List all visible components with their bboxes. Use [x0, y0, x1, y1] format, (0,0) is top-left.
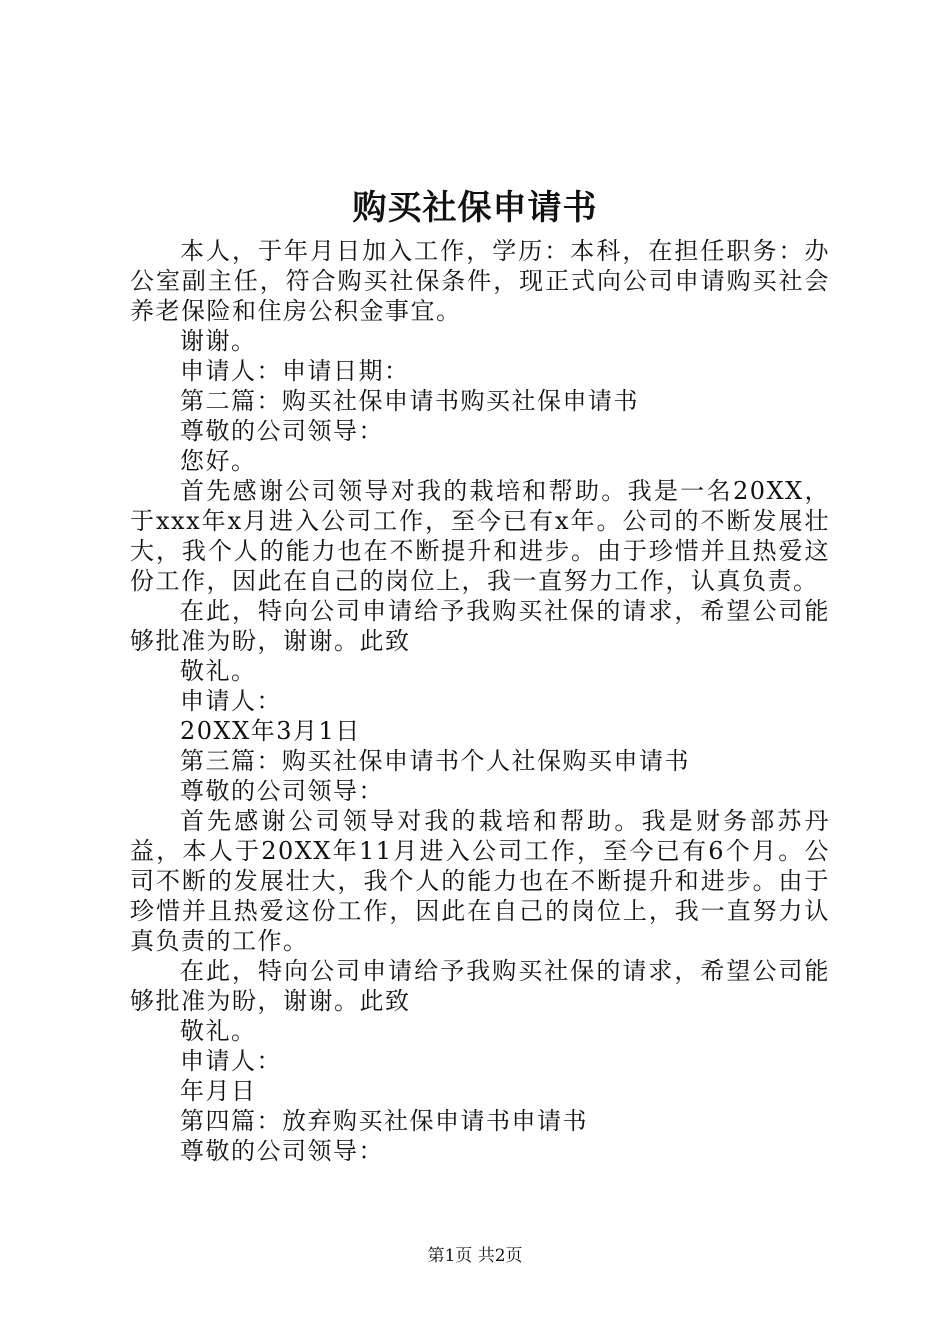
document-title: 购买社保申请书 [352, 188, 598, 228]
section-heading-2: 第二篇：购买社保申请书购买社保申请书 [180, 387, 639, 415]
document-body [130, 236, 830, 1166]
paragraph-applicant-date: 申请人：申请日期： [180, 357, 410, 385]
paragraph-body: 首先感谢公司领导对我的栽培和帮助。我是一名20XX，于xxx年x月进入公司工作，至今已有x年。公司的不断发展壮大，我个人的能力也在不断提升和进步。由于珍惜并且热爱这份工作，因此在自己的岗位上，我一直努力工作，认真负责。 [130, 477, 830, 595]
paragraph-request: 在此，特向公司申请给予我购买社保的请求，希望公司能够批准为盼，谢谢。此致 [130, 597, 830, 655]
paragraph-greeting: 您好。 [180, 447, 257, 475]
paragraph-thanks: 谢谢。 [180, 327, 257, 355]
section-heading-3: 第三篇：购买社保申请书个人社保购买申请书 [180, 747, 690, 775]
paragraph-applicant: 申请人： [180, 687, 282, 715]
paragraph-applicant: 申请人： [180, 1047, 282, 1075]
page-footer: 第1页 共2页 [427, 1246, 523, 1266]
paragraph-salutation: 尊敬的公司领导： [180, 777, 384, 805]
paragraph-intro: 本人，于年月日加入工作，学历：本科，在担任职务：办公室副主任，符合购买社保条件，现正式向公司申请购买社会养老保险和住房公积金事宜。 [130, 237, 830, 325]
paragraph-regards: 敬礼。 [180, 1017, 257, 1045]
paragraph-request: 在此，特向公司申请给予我购买社保的请求，希望公司能够批准为盼，谢谢。此致 [130, 957, 830, 1015]
paragraph-body: 首先感谢公司领导对我的栽培和帮助。我是财务部苏丹益，本人于20XX年11月进入公司工作，至今已有6个月。公司不断的发展壮大，我个人的能力也在不断提升和进步。由于珍惜并且热爱这份工作，因此在自己的岗位上，我一直努力认真负责的工作。 [130, 807, 830, 955]
section-heading-4: 第四篇：放弃购买社保申请书申请书 [180, 1107, 588, 1135]
paragraph-date: 年月日 [180, 1077, 257, 1105]
paragraph-date: 20XX年3月1日 [180, 717, 361, 745]
paragraph-salutation: 尊敬的公司领导： [180, 417, 384, 445]
paragraph-regards: 敬礼。 [180, 657, 257, 685]
paragraph-salutation: 尊敬的公司领导： [180, 1137, 384, 1165]
